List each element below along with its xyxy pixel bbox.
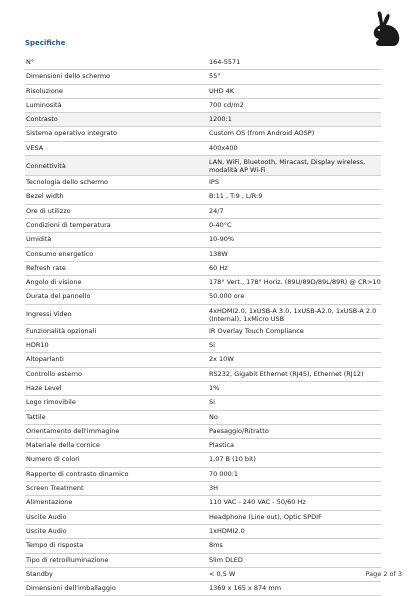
spec-row xyxy=(25,248,381,262)
spec-row xyxy=(25,176,381,190)
spec-label: HDR10 xyxy=(26,341,49,350)
spec-label: Dimensioni dell'imballaggio xyxy=(26,584,116,593)
spec-label: Controllo esterno xyxy=(26,369,82,378)
spec-value: 164-5571 xyxy=(209,58,241,66)
spec-label: Umidità xyxy=(26,235,52,244)
spec-label: Sistema operativo integrato xyxy=(26,129,118,138)
spec-value: 138W xyxy=(209,249,228,258)
spec-value: 10-90% xyxy=(209,235,235,244)
spec-label: Angolo di visione xyxy=(26,278,82,287)
spec-table xyxy=(25,56,381,596)
spec-label: Funzionalità opzionali xyxy=(26,326,97,335)
spec-row xyxy=(25,339,381,353)
spec-value: < 0,5 W xyxy=(209,569,236,578)
spec-value: 1xHDMI2.0 xyxy=(209,526,245,535)
rabbit-logo-icon xyxy=(368,9,404,49)
spec-row xyxy=(25,99,381,113)
spec-row xyxy=(25,56,381,70)
spec-label: Tipo di retroilluminazione xyxy=(26,555,109,564)
spec-label: Logo rimovibile xyxy=(26,398,76,407)
spec-value: IR Overlay Touch Compliance xyxy=(209,326,304,335)
spec-row xyxy=(25,511,381,525)
spec-value: 700 cd/m2 xyxy=(209,100,244,109)
spec-row xyxy=(25,156,381,176)
spec-row xyxy=(25,568,381,582)
spec-value: Paesaggio/Ritratto xyxy=(209,426,269,435)
spec-row xyxy=(25,276,381,290)
spec-value: 400x400 xyxy=(209,143,238,152)
spec-value: 178° Vert., 178° Horiz. (89U/89D/89L/89R) @ CR>10 xyxy=(209,278,381,287)
spec-row xyxy=(25,539,381,553)
spec-label: Numero di colori xyxy=(26,455,80,464)
spec-label: Alimentazione xyxy=(26,498,73,507)
section-title: Specifiche xyxy=(25,39,66,47)
spec-row xyxy=(25,127,381,141)
spec-value: 1369 x 165 x 874 mm xyxy=(209,584,282,593)
spec-row xyxy=(25,113,381,127)
spec-label: Altoparlanti xyxy=(26,355,64,364)
spec-row xyxy=(25,411,381,425)
spec-value: IPS xyxy=(209,178,219,187)
spec-row xyxy=(25,382,381,396)
spec-row xyxy=(25,142,381,156)
spec-value: 8ms xyxy=(209,541,223,550)
spec-row xyxy=(25,233,381,247)
spec-label: Orientamento dell'immagine xyxy=(26,426,120,435)
spec-row xyxy=(25,262,381,276)
page-number: Page 2 of 3 xyxy=(365,570,402,578)
spec-value: 1200:1 xyxy=(209,115,232,124)
spec-row xyxy=(25,396,381,410)
spec-label: Uscite Audio xyxy=(26,526,67,535)
spec-row xyxy=(25,219,381,233)
spec-label: Materiale della cornice xyxy=(26,441,100,450)
spec-row xyxy=(25,496,381,510)
spec-value: 1% xyxy=(209,383,220,392)
spec-label: Refresh rate xyxy=(26,263,66,272)
spec-value: Custom OS (from Android AOSP) xyxy=(209,129,315,138)
spec-label: Bezel width xyxy=(26,192,64,201)
spec-row xyxy=(25,368,381,382)
spec-value: 2x 10W xyxy=(209,355,234,364)
spec-label: Screen Treatment xyxy=(26,484,84,493)
spec-value: 1,07 B (10 bit) xyxy=(209,455,256,464)
spec-row xyxy=(25,353,381,367)
spec-row xyxy=(25,290,381,304)
spec-row xyxy=(25,525,381,539)
spec-value: Slim DLED xyxy=(209,555,243,564)
spec-value: 55" xyxy=(209,72,221,81)
spec-value: LAN, WiFi, Bluetooth, Miracast, Display wireless, modalità AP Wi-Fi xyxy=(209,158,366,175)
spec-label: Durata del pannello xyxy=(26,292,91,301)
spec-label: Dimensioni dello schermo xyxy=(26,72,111,81)
spec-value: 0-40°C xyxy=(209,220,232,229)
spec-label: Connettività xyxy=(26,161,66,170)
spec-value: 50.000 ore xyxy=(209,292,245,301)
spec-row xyxy=(25,85,381,99)
spec-value: 110 VAC - 240 VAC - 50/60 Hz xyxy=(209,498,306,507)
spec-label: Ore di utilizzo xyxy=(26,206,71,215)
spec-row xyxy=(25,468,381,482)
spec-value: RS232, Gigabit Ethernet (RJ45), Ethernet (RJ12) xyxy=(209,369,364,378)
spec-row xyxy=(25,425,381,439)
spec-value: Headphone (Line out), Optic SPDIF xyxy=(209,512,322,521)
spec-label: VESA xyxy=(26,143,44,152)
spec-row xyxy=(25,70,381,84)
spec-value: Si xyxy=(209,341,215,350)
spec-row xyxy=(25,305,381,325)
spec-label: Tattile xyxy=(26,412,46,421)
spec-label: Ingressi Video xyxy=(26,310,72,319)
spec-value: UHD 4K xyxy=(209,86,235,95)
spec-label: Tempo di risposta xyxy=(26,541,84,550)
spec-value: 4xHDMI2.0, 1xUSB-A 3.0, 1xUSB-A2.0, 1xUSB-A 2.0 (Internal), 1xMicro USB xyxy=(209,306,377,323)
spec-row xyxy=(25,582,381,596)
spec-row xyxy=(25,453,381,467)
spec-value: 24/7 xyxy=(209,206,224,215)
spec-row xyxy=(25,554,381,568)
spec-label: Rapporto di contrasto dinamico xyxy=(26,469,129,478)
spec-row xyxy=(25,325,381,339)
spec-value: B:11 , T:9 , L/R:9 xyxy=(209,192,263,201)
spec-value: 60 Hz xyxy=(209,263,228,272)
spec-value: 70 000:1 xyxy=(209,469,239,478)
spec-label: Contrasto xyxy=(26,115,58,124)
spec-row xyxy=(25,439,381,453)
spec-label: Haze Level xyxy=(26,383,62,392)
spec-label: N° xyxy=(26,58,35,66)
spec-label: Uscite Audio xyxy=(26,512,67,521)
spec-label: Risoluzione xyxy=(26,86,63,95)
spec-value: No xyxy=(209,412,218,421)
spec-label: Condizioni di temperatura xyxy=(26,220,111,229)
spec-row xyxy=(25,205,381,219)
spec-label: Tecnologia dello schermo xyxy=(26,178,109,187)
spec-label: Standby xyxy=(26,569,53,578)
spec-row xyxy=(25,190,381,204)
spec-label: Consumo energetico xyxy=(26,249,94,258)
spec-value: Plastica xyxy=(209,441,235,450)
spec-value: 3H xyxy=(209,484,219,493)
spec-row xyxy=(25,482,381,496)
spec-value: Si xyxy=(209,398,215,407)
spec-label: Luminosità xyxy=(26,100,62,109)
